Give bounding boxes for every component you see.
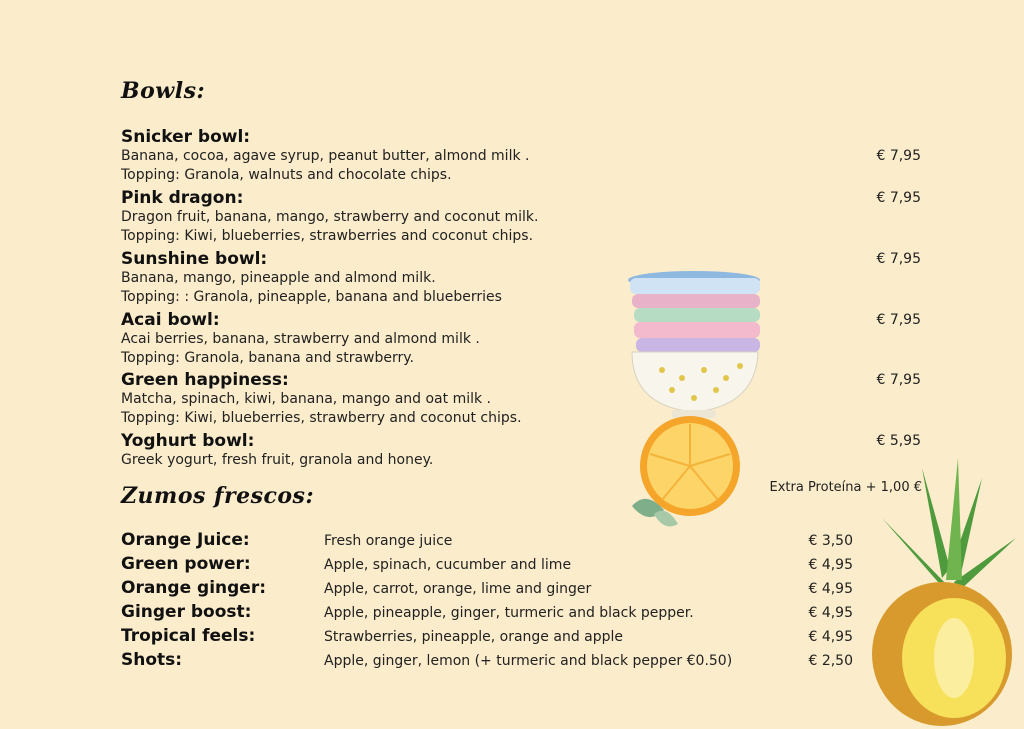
- item-topping: Topping: Granola, walnuts and chocolate chips.: [121, 167, 452, 183]
- juice-description: Strawberries, pineapple, orange and apple: [324, 629, 624, 645]
- item-topping: Topping: Kiwi, blueberries, strawberries and coconut chips.: [121, 228, 534, 244]
- menu-item-green-happiness: [121, 370, 921, 428]
- item-topping: Topping: Kiwi, blueberries, strawberry and coconut chips.: [121, 410, 522, 426]
- item-name: Pink dragon:: [121, 188, 244, 208]
- menu-item-snicker-bowl: [121, 127, 921, 185]
- item-description: Dragon fruit, banana, mango, strawberry and coconut milk.: [121, 209, 539, 225]
- item-price: € 7,95: [876, 190, 921, 206]
- pineapple-illustration: [862, 458, 1022, 726]
- item-description: Matcha, spinach, kiwi, banana, mango and oat milk .: [121, 391, 491, 407]
- item-price: € 7,95: [876, 312, 921, 328]
- juice-price: € 4,95: [808, 605, 853, 621]
- bowls-heading: Bowls:: [121, 78, 206, 104]
- menu-item-yoghurt-bowl: [121, 431, 921, 470]
- juice-description: Apple, pineapple, ginger, turmeric and black pepper.: [324, 605, 694, 621]
- juice-name: Orange ginger:: [121, 578, 267, 598]
- juice-name: Tropical feels:: [121, 626, 256, 646]
- item-price: € 7,95: [876, 251, 921, 267]
- juice-description: Fresh orange juice: [324, 533, 453, 549]
- juice-row-ginger-boost: [121, 601, 853, 625]
- juice-row-orange-juice: [121, 529, 853, 553]
- item-description: Acai berries, banana, strawberry and almond milk .: [121, 331, 480, 347]
- juices-heading: Zumos frescos:: [121, 483, 315, 509]
- juice-price: € 2,50: [808, 653, 853, 669]
- juice-row-green-power: [121, 553, 853, 577]
- menu-item-acai-bowl: [121, 310, 921, 368]
- juice-name: Ginger boost:: [121, 602, 252, 622]
- juice-description: Apple, carrot, orange, lime and ginger: [324, 581, 592, 597]
- juice-description: Apple, ginger, lemon (+ turmeric and black pepper €0.50): [324, 653, 733, 669]
- juice-name: Green power:: [121, 554, 251, 574]
- juice-row-tropical-feels: [121, 625, 853, 649]
- juice-price: € 3,50: [808, 533, 853, 549]
- extra-protein-note: Extra Proteína + 1,00 €: [769, 480, 922, 495]
- item-name: Yoghurt bowl:: [121, 431, 255, 451]
- item-price: € 7,95: [876, 372, 921, 388]
- juice-row-orange-ginger: [121, 577, 853, 601]
- item-name: Sunshine bowl:: [121, 249, 268, 269]
- juice-row-shots: [121, 649, 853, 673]
- juice-name: Orange Juice:: [121, 530, 250, 550]
- item-topping: Topping: : Granola, pineapple, banana and blueberries: [121, 289, 502, 305]
- item-description: Greek yogurt, fresh fruit, granola and honey.: [121, 452, 434, 468]
- item-name: Snicker bowl:: [121, 127, 251, 147]
- item-price: € 7,95: [876, 148, 921, 164]
- item-name: Green happiness:: [121, 370, 289, 390]
- item-description: Banana, mango, pineapple and almond milk.: [121, 270, 436, 286]
- juice-price: € 4,95: [808, 629, 853, 645]
- juice-price: € 4,95: [808, 581, 853, 597]
- juice-price: € 4,95: [808, 557, 853, 573]
- menu-item-sunshine-bowl: [121, 249, 921, 307]
- item-name: Acai bowl:: [121, 310, 220, 330]
- item-description: Banana, cocoa, agave syrup, peanut butter, almond milk .: [121, 148, 530, 164]
- item-topping: Topping: Granola, banana and strawberry.: [121, 350, 415, 366]
- item-price: € 5,95: [876, 433, 921, 449]
- juice-name: Shots:: [121, 650, 183, 670]
- menu-item-pink-dragon: [121, 188, 921, 246]
- juice-description: Apple, spinach, cucumber and lime: [324, 557, 572, 573]
